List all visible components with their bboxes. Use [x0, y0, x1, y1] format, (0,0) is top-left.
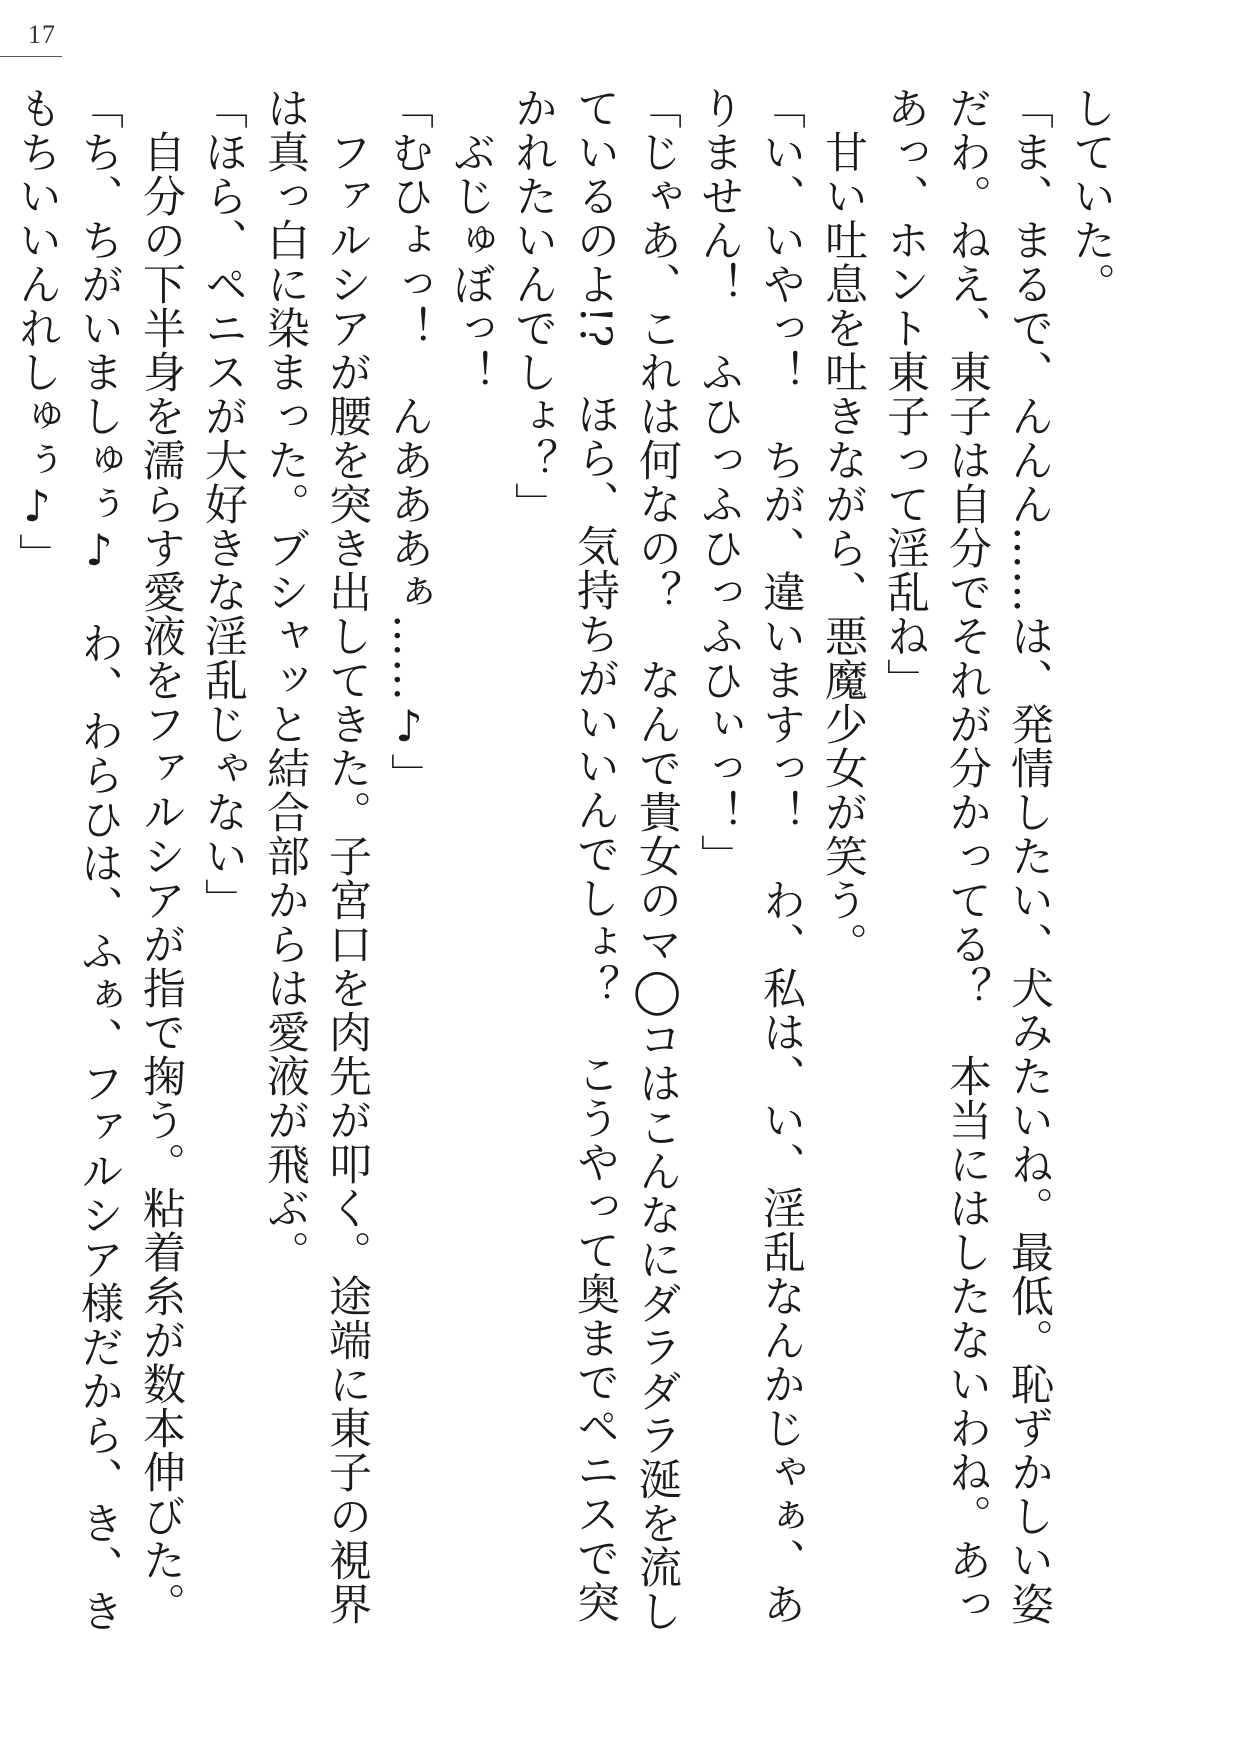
text-line: 自分の下半身を濡らす愛液をファルシアが指で掬う。粘着糸が数本伸びた。: [136, 86, 186, 1626]
page-number-rule: [0, 56, 62, 57]
text-line: ぶじゅぼっ！: [446, 86, 496, 394]
vertical-body-text: [6, 86, 1122, 1666]
text-line: 「ほら、ペニスが大好きな淫乱じゃない」: [198, 86, 248, 922]
text-line: 「い、いやっ！ ちが、違いますっ！ わ、私は、い、淫乱なんかじゃぁ、ありません！ ふひっふひっふひぃっ！」: [694, 86, 806, 1626]
text-line: 「ち、ちがいましゅぅ♪ わ、わらひは、ふぁ、ファルシア様だから、き、きもちいいんれしゅぅ♪」: [12, 86, 124, 1633]
page-number: 17: [28, 20, 56, 49]
text-line: 甘い吐息を吐きながら、悪魔少女が笑う。: [818, 86, 868, 966]
text-line: 「むひょっ！ んあああぁ……♪」: [384, 86, 434, 797]
text-line: ファルシアが腰を突き出してきた。子宮口を肉先が叩く。途端に東子の視界は真っ白に染まった。ブシャッと結合部からは愛液が飛ぶ。: [260, 86, 372, 1626]
text-line: 「ま、まるで、んんん……は、発情したい、犬みたいね。最低。恥ずかしい姿だわ。ねえ、東子は自分でそれが分かってる？ 本当にはしたないわね。あっあっ、ホント東子って淫乱ね」: [880, 86, 1054, 1626]
text-line: 「じゃあ、これは何なの？ なんで貴女のマ◯コはこんなにダラダラ涎を流しているのよ!? ほら、気持ちがいいんでしょ？ こうやって奥までペニスで突かれたいんでしょ？」: [508, 86, 682, 1633]
text-line: していた。: [1066, 86, 1116, 306]
